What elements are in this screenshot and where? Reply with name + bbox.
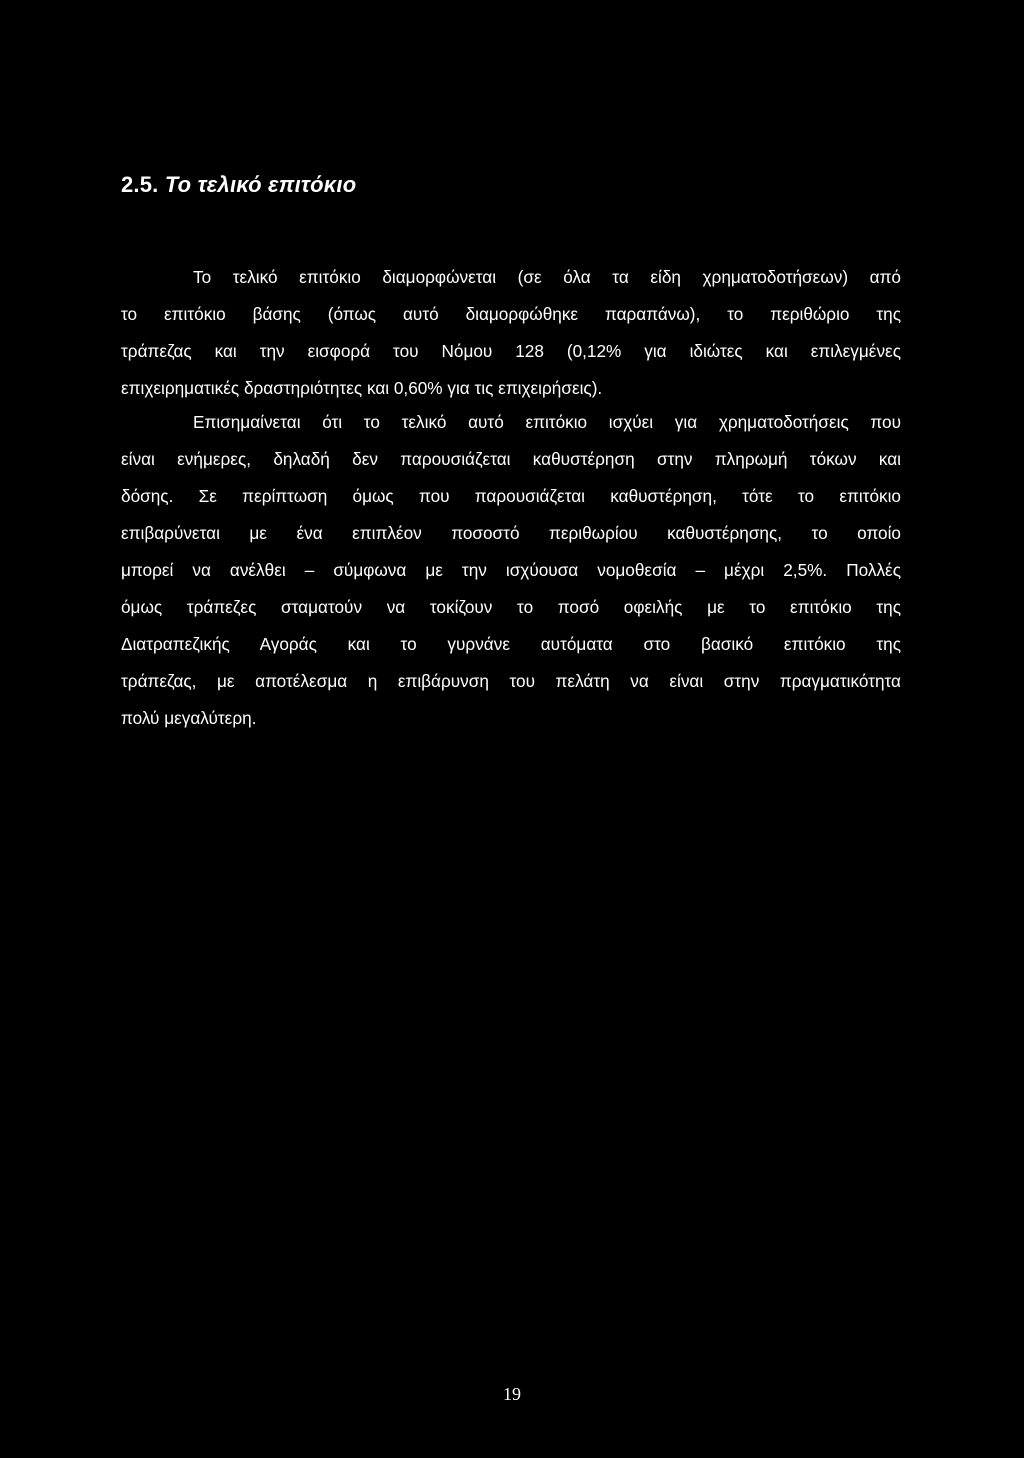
section-title: Το τελικό επιτόκιο bbox=[164, 172, 357, 197]
paragraph-line: Το τελικό επιτόκιο διαμορφώνεται (σε όλα τα είδη χρηματοδοτήσεων) από bbox=[193, 267, 901, 287]
paragraph-line: είναι ενήμερες, δηλαδή δεν παρουσιάζεται καθυστέρηση στην πληρωμή τόκων και bbox=[121, 449, 901, 469]
section-heading bbox=[121, 172, 356, 198]
section-number: 2.5. bbox=[121, 172, 159, 197]
paragraph-line: όμως τράπεζες σταματούν να τοκίζουν το ποσό οφειλής με το επιτόκιο της bbox=[121, 597, 901, 617]
paragraph-line: επιβαρύνεται με ένα επιπλέον ποσοστό περιθωρίου καθυστέρησης, το οποίο bbox=[121, 523, 901, 543]
page-number: 19 bbox=[503, 1384, 521, 1404]
paragraph-line: Διατραπεζικής Αγοράς και το γυρνάνε αυτόματα στο βασικό επιτόκιο της bbox=[121, 634, 901, 654]
paragraph-line: δόσης. Σε περίπτωση όμως που παρουσιάζεται καθυστέρηση, τότε το επιτόκιο bbox=[121, 486, 901, 506]
paragraph-line: το επιτόκιο βάσης (όπως αυτό διαμορφώθηκε παραπάνω), το περιθώριο της bbox=[121, 304, 901, 324]
paragraph-line: τράπεζας και την εισφορά του Νόμου 128 (0,12% για ιδιώτες και επιλεγμένες bbox=[121, 341, 901, 361]
paragraph-line: επιχειρηματικές δραστηριότητες και 0,60% για τις επιχειρήσεις). bbox=[121, 378, 603, 398]
paragraph-1 bbox=[121, 259, 901, 407]
paragraph-2 bbox=[121, 404, 901, 737]
paragraph-line: τράπεζας, με αποτέλεσμα η επιβάρυνση του πελάτη να είναι στην πραγματικότητα bbox=[121, 671, 901, 691]
paragraph-line: Επισημαίνεται ότι το τελικό αυτό επιτόκιο ισχύει για χρηματοδοτήσεις που bbox=[193, 412, 901, 432]
paragraph-line: μπορεί να ανέλθει – σύμφωνα με την ισχύουσα νομοθεσία – μέχρι 2,5%. Πολλές bbox=[121, 560, 901, 580]
paragraph-line: πολύ μεγαλύτερη. bbox=[121, 708, 257, 728]
